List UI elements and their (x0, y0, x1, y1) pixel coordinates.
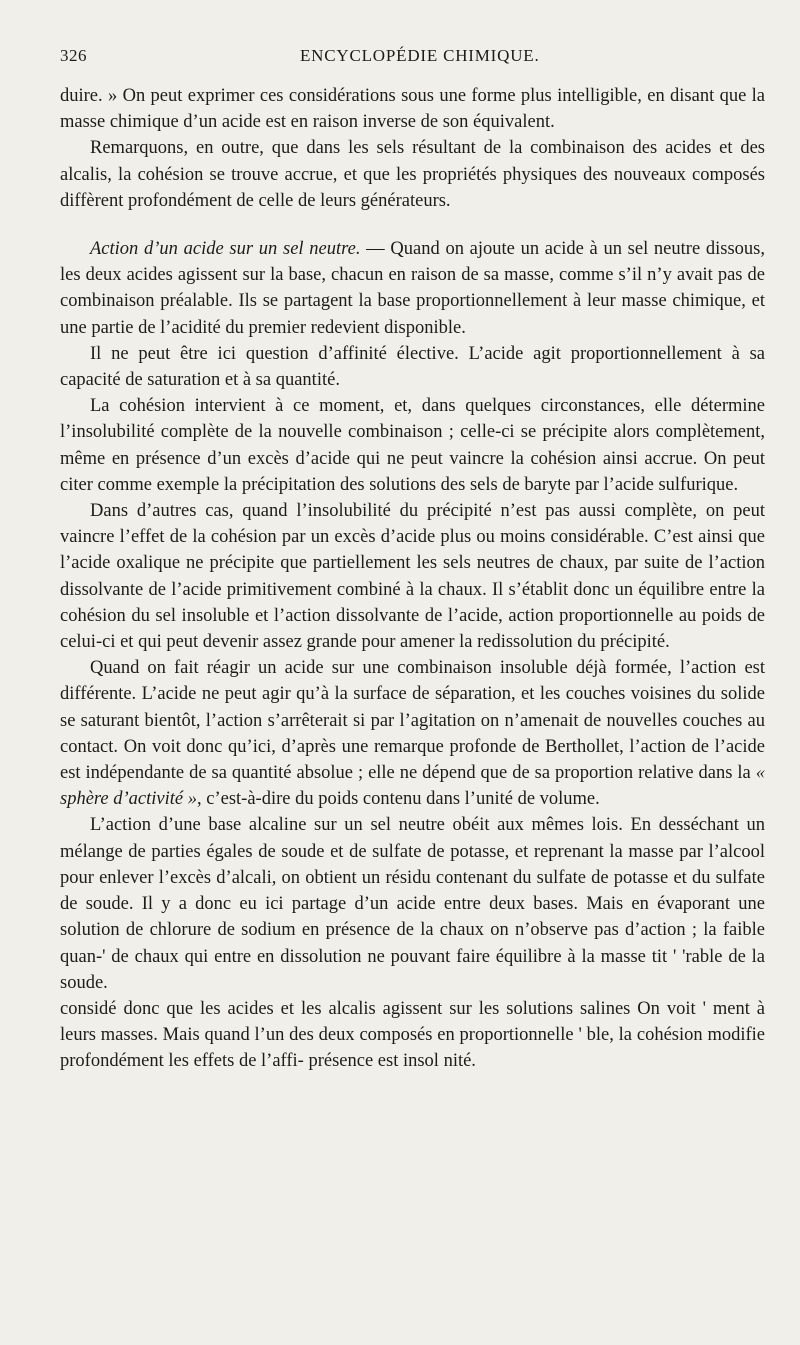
paragraph: duire. » On peut exprimer ces considérations sous une forme plus intelligible, en disant que la masse chimique d’un acide est en raison inverse de son équivalent. (60, 86, 765, 133)
paragraph-text: — Quand on ajoute un acide à un sel neutre dissous, les deux acides agissent sur la base, chacun en raison de sa masse, comme s’il n’y avait pas de combinaison préalable. Ils se partagent la base proportionnellement à leur masse chimique, et une partie de l’acidité du premier redevient disponible. (60, 239, 765, 338)
paragraph-text: , c’est-à-dire du poids contenu dans l’unité de volume. (197, 789, 600, 810)
body-text (60, 83, 765, 1075)
paragraph: La cohésion intervient à ce moment, et, dans quelques circonstances, elle détermine l’insolubilité complète de la nouvelle combinaison ; celle-ci se précipite alors complètement, même en présence d’un excès d’acide qui ne peut vaincre la cohésion ainsi accrue. On peut citer comme exemple la précipitation des solutions des sels de baryte par l’acide sulfurique. (60, 396, 765, 495)
paragraph: Il ne peut être ici question d’affinité élective. L’acide agit proportionnellement à sa capacité de saturation et à sa quantité. (60, 343, 765, 391)
section-heading: Action d’un acide sur un sel neutre. (90, 239, 361, 260)
paragraph: L’action d’une base alcaline sur un sel neutre obéit aux mêmes lois. En desséchant un mélange de parties égales de soude et de sulfate de potasse, et reprenant la masse par l’alcool pour enlever l’excès d’alcali, on obtient un résidu contenant du sulfate de potasse et du sulfate de soude. Il y a donc eu ici partage d’un acide entre deux bases. Mais en évaporant une solution de chlorure de sodium en présence de la chaux on n’observe pas d’action ; la faible quan-' de chaux qui entre en dissolution ne pouvant faire équilibre à la masse tit ' 'rable de la soude. (60, 815, 765, 993)
page-number: 326 (60, 46, 87, 65)
paragraph (60, 236, 765, 341)
page-header (60, 46, 762, 70)
paragraph: Remarquons, en outre, que dans les sels résultant de la combinaison des acides et des alcalis, la cohésion se trouve accrue, et que les propriétés physiques des nouveaux composés diffèrent profondément de celle de leurs générateurs. (60, 138, 765, 211)
paragraph-text: Quand on fait réagir un acide sur une combinaison insoluble déjà formée, l’action est différente. L’acide ne peut agir qu’à la surface de séparation, et les couches voisines du solide se saturant bientôt, l’action s’arrêterait si par l’agitation on n’amenait de nouvelles couches au contact. On voit donc qu’ici, d’après une remarque profonde de Berthollet, l’action de l’acide est indépendante de sa quantité absolue ; elle ne dépend que de sa proportion relative dans la (60, 658, 765, 784)
paragraph: Dans d’autres cas, quand l’insolubilité du précipité n’est pas aussi complète, on peut vaincre l’effet de la cohésion par un excès d’acide plus ou moins considérable. C’est ainsi que l’acide oxalique ne précipite que partiellement les sels neutres de chaux, par suite de l’action dissolvante de l’acide primitivement combiné à la chaux. Il s’établit donc un équilibre entre la cohésion du sel insoluble et l’action dissolvante de l’acide, action proportionnelle au poids de celui-ci et qui peut devenir assez grande pour amener la redissolution du précipité. (60, 501, 765, 653)
paragraph: considé donc que les acides et les alcalis agissent sur les solutions salines On voit ' ment à leurs masses. Mais quand l’un des deux composés en proportionnelle ' ble, la cohésion modifie profondément les effets de l’affi- présence est insol nité. (60, 998, 765, 1072)
running-title: ENCYCLOPÉDIE CHIMIQUE. (300, 46, 540, 65)
italic-term: « sphère d’activité » (60, 763, 765, 810)
paragraph (60, 655, 765, 812)
